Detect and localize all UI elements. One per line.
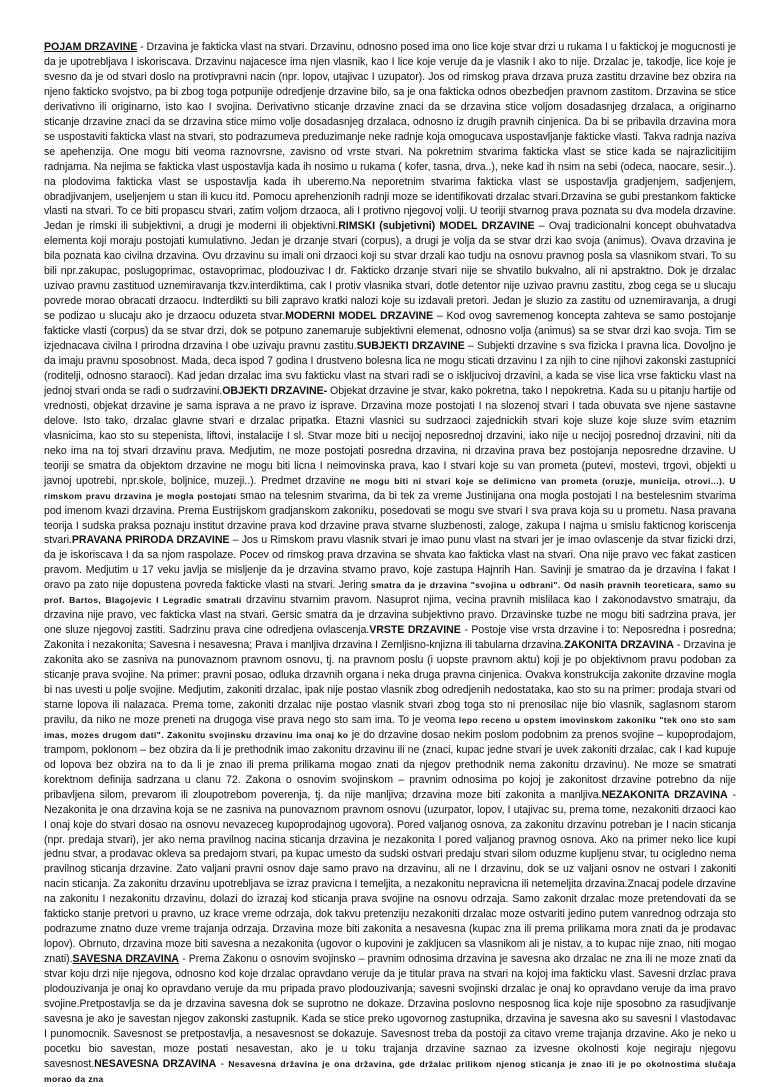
section-heading: VRSTE DRZAVINE <box>369 624 461 637</box>
text-run: – Subjekti drzavine s sva fizicka I pravna lica. Dovoljno je da imaju pravnu sposobnost. Mada, deca ispod 7 godina I drustveno bolesna lica ne mogu sticati drzavinu I za njih to cine njihovi zakonski zastupnici (roditelji, odnosno staraoci). Kad jedan drzalac ima svu fakticku vlast na stvari radi se o iskljucivoj drzavini, a kada se vise lica vrse fakticku vlast na jednoj stvari onda se radi o sudrzavini. <box>44 340 736 397</box>
text-run: – Ovaj tradicionalni koncept obuhvatadva elementa koji moraju postojati kumulativno. Jedan je drzanje stvari (corpus), a drugi je volja da se stvar drzi kao svoja (animus). Ovava drzavina je bila poznata kao civilna drzavina. Ovu drzavinu su imali oni drzaoci koji su stvar drzali kao tudju na osnovu pravnog posla sa vlasnikom stvari. To su bili npr.zakupac, poslugoprimac, ostavoprimac, plodouzivac I dr. Fakticko drzanje stvari nije se shvatilo bukvalno, ali ni apstraktno. Dok je drzalac uzivao pravnu zastituod uznemiravanja tkzv.interdiktima, cak I protiv vlasnika stvari, dotle detentor nije uzivao pravnu zastitu, zbog cega se u slucaju povrede morao obracati drzaocu. Indterdikti su bili zapravo kratki nalozi koje su izdavali pretori. Jedan je sluzio za zastitu od uznemiravanja, a drugi se podizao u slucaju ako je drzaocu oduzeta stvar. <box>44 220 736 323</box>
text-run: – Jos u Rimskom pravu vlasnik stvari je imao punu vlast na stvari jer je imao ovlascenje da stvar fizicki drzi, da je iskoriscava I da sa njom raspolaze. Pocev od rimskog prava drzavina se shvata kao fakticka vlast na stvari. Ona nije pravo vec fakat zasticen pravom. Medjutim u 17 veku javlja se misljenje da je drzavina stvarno pravo, koje zastupa Hajnrih Han. Savinji je smatrao da je drzavina I fakat I oravo pa zato nije dopustena povreda fakticke vlasti na stvari. Jering <box>44 534 736 592</box>
document-body <box>44 40 736 1087</box>
section-heading: NESAVESNA DRZAVINA <box>94 1057 217 1070</box>
section-heading: MODERNI MODEL DRZAVINE <box>285 310 434 323</box>
section-heading: OBJEKTI DRZAVINE- <box>222 384 328 397</box>
section-heading: ZAKONITA DRZAVINA <box>564 639 674 652</box>
text-run: smao na telesnim stvarima, da bi tek za vreme Justinijana ona mogla postojati I na bestelesnim stvarima pod imenom kvazi drzavina. Prema Eustrijskom gradjanskom zakoniku, posedovati se mogu sve stvari I sva prava koja su u prometu. Nasa pravana teorija I sudska praksa poznaju institut drzavine prava kod drzavine prava stvarne sluzbenosti, zaloge, zakupa I najma u smislu fakticnog koriscenja stvari. <box>44 489 736 547</box>
condensed-text-run: ne mogu biti ni stvari koje se delimicno van prometa (oruzje, municija, otrovi...). U rimskom pravu drzavina je mogla postojati <box>44 475 736 501</box>
section-heading: SAVESNA DRZAVINA <box>72 953 179 966</box>
text-run: - Prema Zakonu o osnovim svojinsko – pravnim odnosima drzavina je savesna ako drzalac ne zna ili ne moze znati da stvar koju drzi nije njegova, odnosno kod koje drzalac opravdano veruje da je titular prava na stvari na kojoj ima fakticku vlast. Savesni drzlac prava plodouzivanja je onaj ko opravdano veruje da mu pripada pravo plodouzivanja; savesni svojinski drzalac je onaj ko opravdano veruje da ima pravo svojine.Pretpostavlja se da je drzavina savesna dok se suprotno ne dokaze. Drzavina poslovno nesposnog lica koje nije sposobno za rasudjivanje savesna je ako je savestan njegov zakonski zastupnik. Kada se stice preko ugovornog zastupnika, drzavina je savesna ako su savesni I vlastodavac I punomocnik. Savesnost se pretpostavlja, a nesavesnost se dokazuje. Savesnost treba da postoji za citavo vreme trajanja drzavine. Ako je neko u pocetku bio savestan, moze postati nesavestan, ako je u toku trajanja drzavine saznao za izvesne okolnosti koje negiraju njegovu savesnost. <box>44 953 737 1070</box>
text-run: - <box>216 1057 229 1070</box>
section-heading: POJAM DRZAVINE <box>44 41 138 53</box>
text-run: je do drzavine dosao nekim poslom podobnim za prenos svojine – kupoprodajom, trampom, poklonom – bez obzira da li je prethodnik imao zakonitu drzavinu ili ne (znaci, kupac jedne stvari je uvek zakoniti drzalac, cak I kad kupuje od lopova bez obzira na to da li je znao ili prema prilikama mogao znati da njegov prethodnik nema zakonitu drzavinu). Ne moze se smatrati korektnom definija sadrzana u clanu 72. Zakona o osnovim svojinskom – pravnim odnosima po kojoj je zakonitost drzavine potrebno da nije pribavljena silom, prevarom ili zloupotrebom poverenja, tj. da nije manljiva; drzavina moze biti zakonita a manljiva. <box>44 728 736 801</box>
section-heading: RIMSKI (subjetivni) MODEL DRZAVINE <box>338 220 535 233</box>
text-run: – Kod ovog savremenog koncepta zahteva se samo postojanje fakticke vlasti (corpus) da se stvar drzi, dok se potpuno zanemaruje subjektivni elemenat, odnosno volja (animus) sa se stvar drzi kao svoja. Tim se izjednacava civilna I prirodna drzavina I obe uzivaju pravnu zastitu. <box>44 310 736 353</box>
document-page <box>44 40 737 1084</box>
section-heading: SUBJEKTI DRZAVINE <box>356 340 465 353</box>
text-run: - Drzavina je zakonita ako se zasniva na punovaznom pravnom osnovu, tj. na pravnom poslu (i uopste pravnom aktu) koji je po objektivnom pravu podoban za sticanje prava svojine. Na primer: pravni posao, odluka drzavnih organa i neka druga pravna cinjenica. Ovakva konstrukcija zakonite drzavine mogla bi nas uvesti u polje svojine. Medjutim, zakoniti drzalac, ipak nije postao vlasnik zbog odredjenih nedostataka, kao sto su na primer: prodaja stvari od starne lopova ili nalazaca. Prema tome, zakoniti drzalac nije postao vlasnik stvari zbog toga sto ni prenosilac nije bio vlasnik, saglasnom starom pravilu, da niko ne moze preneti na drugoga vise prava nego sto sam ima. To je veoma <box>44 639 736 726</box>
section-heading: PRAVANA PRIRODA DRZAVINE <box>71 534 230 547</box>
condensed-text-run: smatra da je drzavina "svojina u odbrani". Od nasih pravnih teoreticara, samo su prof. Bartos, Blagojevic I Legradic smatrali <box>44 580 736 606</box>
text-run: - Postoje vise vrsta drzavine i to: Neposredna i posredna; Zakonita i nezakonita; Savesna i nesavesna; Prava i manljiva drzavina I Zemljisno-knjizna ili tabularna drzavina. <box>44 624 736 652</box>
text-run: Objekat drzavine je stvar, kako pokretna, tako I nepokretna. Kada su u pitanju hartije od vrednosti, objekat drzavine je sama isprava a ne pravo iz isprave. Drzavina moze postojati I na slozenoj stvari I tada obuvata sve njene sastavne delove. Isto tako, drzalac glavne stvari e drzalac pripatka. Etazni vlasnici su sudrzaoci zajednickih stvari koje sluze koje sluze svim etaznim vlasnicima, kao sto su stepenista, liftovi, instalacije I sl. Stvar moze biti u necijoj neposrednoj drzavini, iako nije u necijoj posrednoj drzavini, niti da neko ima na toj stvari drzavinu prava. Medjutim, ne moze postojati posredna drzavina, ni drzavina prava bez postojanja neposredne drzavine. U teoriji se smatra da objektom drzavine ne mogu biti licna I neimovinska prava, kao I stvari koje su van prometa (putevi, mostevi, trgovi, objekti u javnoj upotrebi, npr.skole, boljnice, muzeji..). Predmet drzavine <box>44 384 737 487</box>
condensed-text-run: lepo receno u opstem imovinskom zakoniku "tek ono sto sam imas, mozes drugom dati". Zakonitu svojinsku drzavinu ima onaj ko <box>44 714 736 740</box>
section-heading: NEZAKONITA DRZAVINA <box>601 788 728 801</box>
condensed-text-run: Nesavesna državina je ona državina, gde držalac prilikom njenog sticanja je znao ili je po okolnostima slučaja morao da zna <box>44 1058 736 1084</box>
text-run: - Drzavina je fakticka vlast na stvari. Drzavinu, odnosno posed ima ono lice koje stvar drzi u rukama I u faktickoj je mogucnosti je da je upotrebljava I iskoriscava. Drzavinu najacesce ima njen vlasnik, kao I lice koje veruje da je vlasnik I ako to nije. Drzalac je, takodje, lice koje je svesno da je od stvari doslo na protivpravni nacin (npr. lopov, utajivac I uzupator). Jos od rimskog prava drzava pruza zastitu drzavine bez obzira na njeno fakticko svojstvo, pa bi zbog toga potpunije odredjenje drzavine bilo, sa je ona fakticka odnos obezbedjen pravnom zastitom. Drzavina se stice derivativno ili originarno, isto kao I svojina. Derivativno sticanje drzavine znaci da se drzavina stice voljom dosadasnjeg drzalaca, a originarno sticanje drzavine znaci da se drzavina stice mimo volje dosadasnjeg drzalaca, odnosno iz drugih pravnih cinjenica. Da bi se pribavila drzavina mora se uspostaviti fakticka vlast na stvari, sto podrazumeva preduzimanje neke radnje koja omogucava uspostavljanje fakticke vlasti. Takva radnja naziva se apehenzija. One mogu biti veoma raznovrsne, zavisno od vrste stvari. Na pokretnim stvarima fakticka vlast se stice kada se najrazlicitijim radnjama. Na nejima se fakticka vlast uspostavlja kada ih nosimo u rukama ( kofer, tasna, drva..), neke kad ih nsim na sebi (odeca, naocare, sesir..). na plodovima fakticka vlast se uspostavlja kada ih uberemo.Na neporetnim stvarima fakticka vlast se uspostavlja gradjenjem, sadjenjem, obradjivanjem, useljenjem u stan ili kucu itd. Pomocu aprehenzionih radnji moze se identifikovati drzalac stvari.Drzavina se gubi prestankom fakticke vlasti na stvari. To ce biti propascu stvari, zatim voljom drzaoca, ali I protivno njegovoj volji. U teoriji stvarnog prava poznata su dva modela drzavine. Jedan je rimski ili subjektivni, a drugi je moderni ili objektivni. <box>44 41 736 233</box>
text-run: drzavinu stvarnim pravom. Nasuprot njima, vecina pravnih mislilaca kao I zakonodavstvo smatraju, da drzavina nije pravo, vec fakticka vlast na stvari. Gersic smatra da je drzavina subjektivno pravo. Drzavinske tuzbe ne mogu biti sadrzina prava, jer one sluze njegovoj zastiti. Sadrzinu prava cine odredjena ovlascenja. <box>44 594 736 637</box>
text-run: - Nezakonita je ona drzavina koja se ne zasniva na punovaznom pravnom osnovu (uzurpator, lopov, I utajivac su, prema tome, nezakoniti drzaoci kao I onaj koje do stvari dosao na osnovu nevazeceg kupoprodajnog ugovora). Pored valjanog osnova, za zakonitu drzavinu potreban je I nacin sticanja (npr. predaja stvari), jer ako nema pravilnog nacina sticanja drzavina je nezakonita I pored valjanog pravnog osnova. Ako na primer neko lice kupi jednu stvar, a prodavac okleva sa predajom stvari, pa kupac umesto da sudski ostvari predaju stvari silom oduzme kupljenu stvar, tu ocigledno nema pravilnog sticanja drzavine. Zato valjani pravni osnov daje samo pravo na drzavinu, ali ne I drzavinu, dok se uz valjani osnov ne ostvari I zakoniti nacin sticanja. Za zakonitu drzavinu upotrebljava se izraz pravicna I temeljita, a nezakonitu nepravicna ili netemeljita drzavina.Znacaj podele drzavine na zakonitu I nezakonitu drzavinu, dolazi do izrazaj kod sticanja prava svojine na osnovu odrzaja. Samo zakonit drzalac moze pretendovati da se fakticko stanje pretvori u pravno, uz krace vreme odrzaja, dok takvu pretenziju nezakoniti drzalac moze ostvariti jedino putem vanrednog odrzaja sto podrazume znatno duze vreme trajanja odrzaja. Drzavina moze biti zakonita a nesavesna (kupac zna ili prema prilikama mora znati da je prodavac lopov). Obrnuto, drzavina moze biti savesna a nezakonita (ugovor o kupovini je zakljucen sa vlasnikom ali je nistav, a to kupac nije znao, niti mogao znati). <box>44 788 736 966</box>
